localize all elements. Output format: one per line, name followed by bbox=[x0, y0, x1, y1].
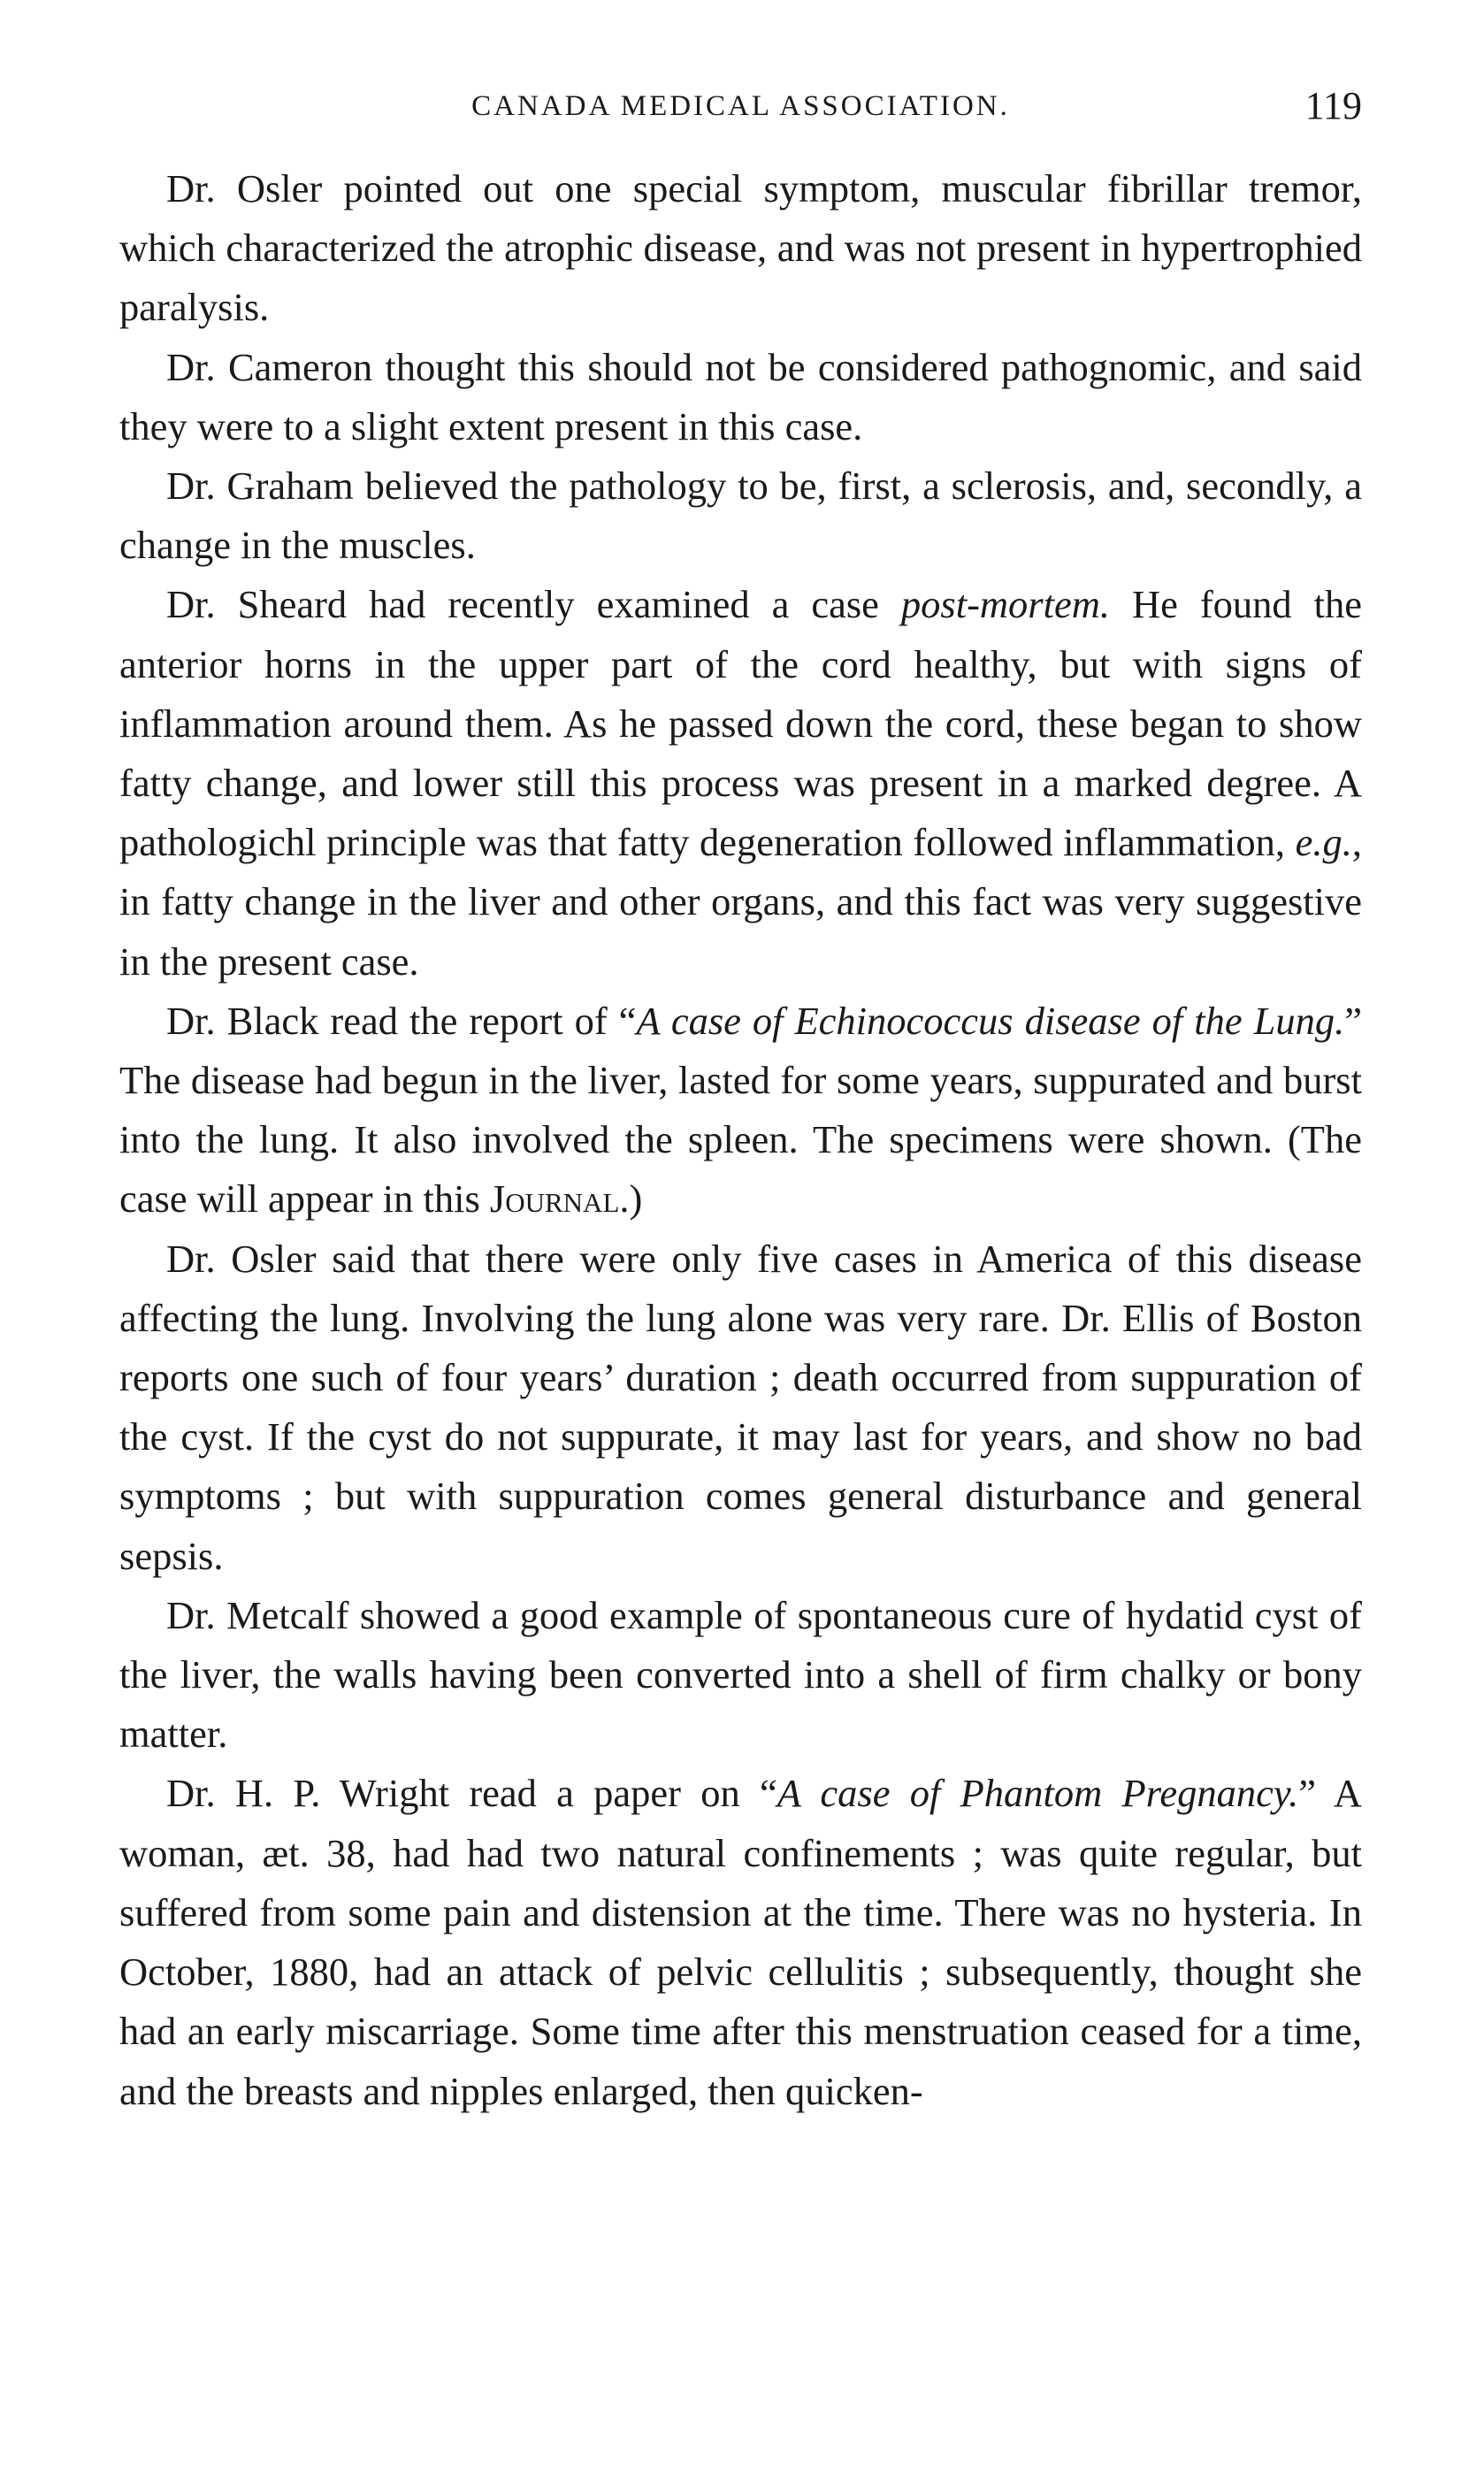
text-run: ” A woman, æt. 38, had had two natural confinements ; was quite regular, but suffered from some pain and distension at the time. There was no hysteria. In October, 1880, had an attack of pelvic cellulitis ; subsequently, thought she had an early miscarriage. Some time after this menstruation ceased for a time, and the breasts and nipples enlarged, then quicken- bbox=[119, 1771, 1362, 2113]
paragraph-graham: Dr. Graham believed the pathology to be, first, a sclerosis, and, secondly, a change in the muscles. bbox=[119, 463, 1362, 568]
paper-title: A case of Phantom Pregnancy. bbox=[776, 1771, 1299, 1816]
paragraph-osler-cases: Dr. Osler said that there were only five cases in America of this disease affecting the lung. Involving the lung alone was very rare. Dr. Ellis of Boston reports one such of four years’ duration ; death occurred from suppuration of the cyst. If the cyst do not suppurate, it may last for years, and show no bad symptoms ; but with suppuration comes general disturbance and general sepsis. bbox=[119, 1236, 1362, 1578]
paragraph-black-echinococcus bbox=[119, 992, 1362, 1230]
italic-text: e.g. bbox=[1295, 820, 1352, 865]
paragraph-cameron: Dr. Cameron thought this should not be considered pathognomic, and said they were to a slight extent present in this case. bbox=[119, 344, 1362, 448]
text-run: .) bbox=[619, 1176, 643, 1222]
paragraph-sheard bbox=[119, 575, 1362, 991]
paragraph-metcalf: Dr. Metcalf showed a good example of spontaneous cure of hydatid cyst of the liver, the walls having been converted into a shell of firm chalky or bony matter. bbox=[119, 1592, 1362, 1757]
text-run: Dr. Black read the report of “ bbox=[166, 998, 637, 1043]
text-run: ” The disease had begun in the liver, lasted for some years, suppurated and burst into the lung. It also involved the spleen. The specimens were shown. (The case will appear in this bbox=[119, 998, 1362, 1222]
text-run: Dr. H. P. Wright read a paper on “ bbox=[166, 1771, 777, 1816]
journal-name: Journal bbox=[489, 1176, 620, 1222]
paragraph-wright-phantom-pregnancy bbox=[119, 1764, 1362, 2120]
italic-text: post-mortem. bbox=[900, 582, 1110, 627]
text-run: , in fatty change in the liver and other organs, and this fact was very suggestive in the present case. bbox=[119, 820, 1362, 984]
running-head bbox=[119, 81, 1362, 143]
page-number: 119 bbox=[1304, 84, 1362, 127]
text-run: He found the anterior horns in the upper part of the cord healthy, but with signs of inflammation around them. As he passed down the cord, these began to show fatty change, and lower still this process was present in a marked degree. A pathologichl principle was that fatty degeneration followed inflammation, bbox=[119, 582, 1362, 865]
text-run: Dr. Sheard had recently examined a case bbox=[166, 582, 901, 627]
paper-title: A case of Echinococcus disease of the Lung. bbox=[636, 998, 1345, 1043]
journal-title: CANADA MEDICAL ASSOCIATION. bbox=[471, 90, 1010, 122]
book-page bbox=[119, 81, 1362, 2425]
paragraph-osler-tremor: Dr. Osler pointed out one special symptom, muscular fibrillar tremor, which characterized the atrophic disease, and was not present in hypertrophied paralysis. bbox=[119, 166, 1362, 330]
